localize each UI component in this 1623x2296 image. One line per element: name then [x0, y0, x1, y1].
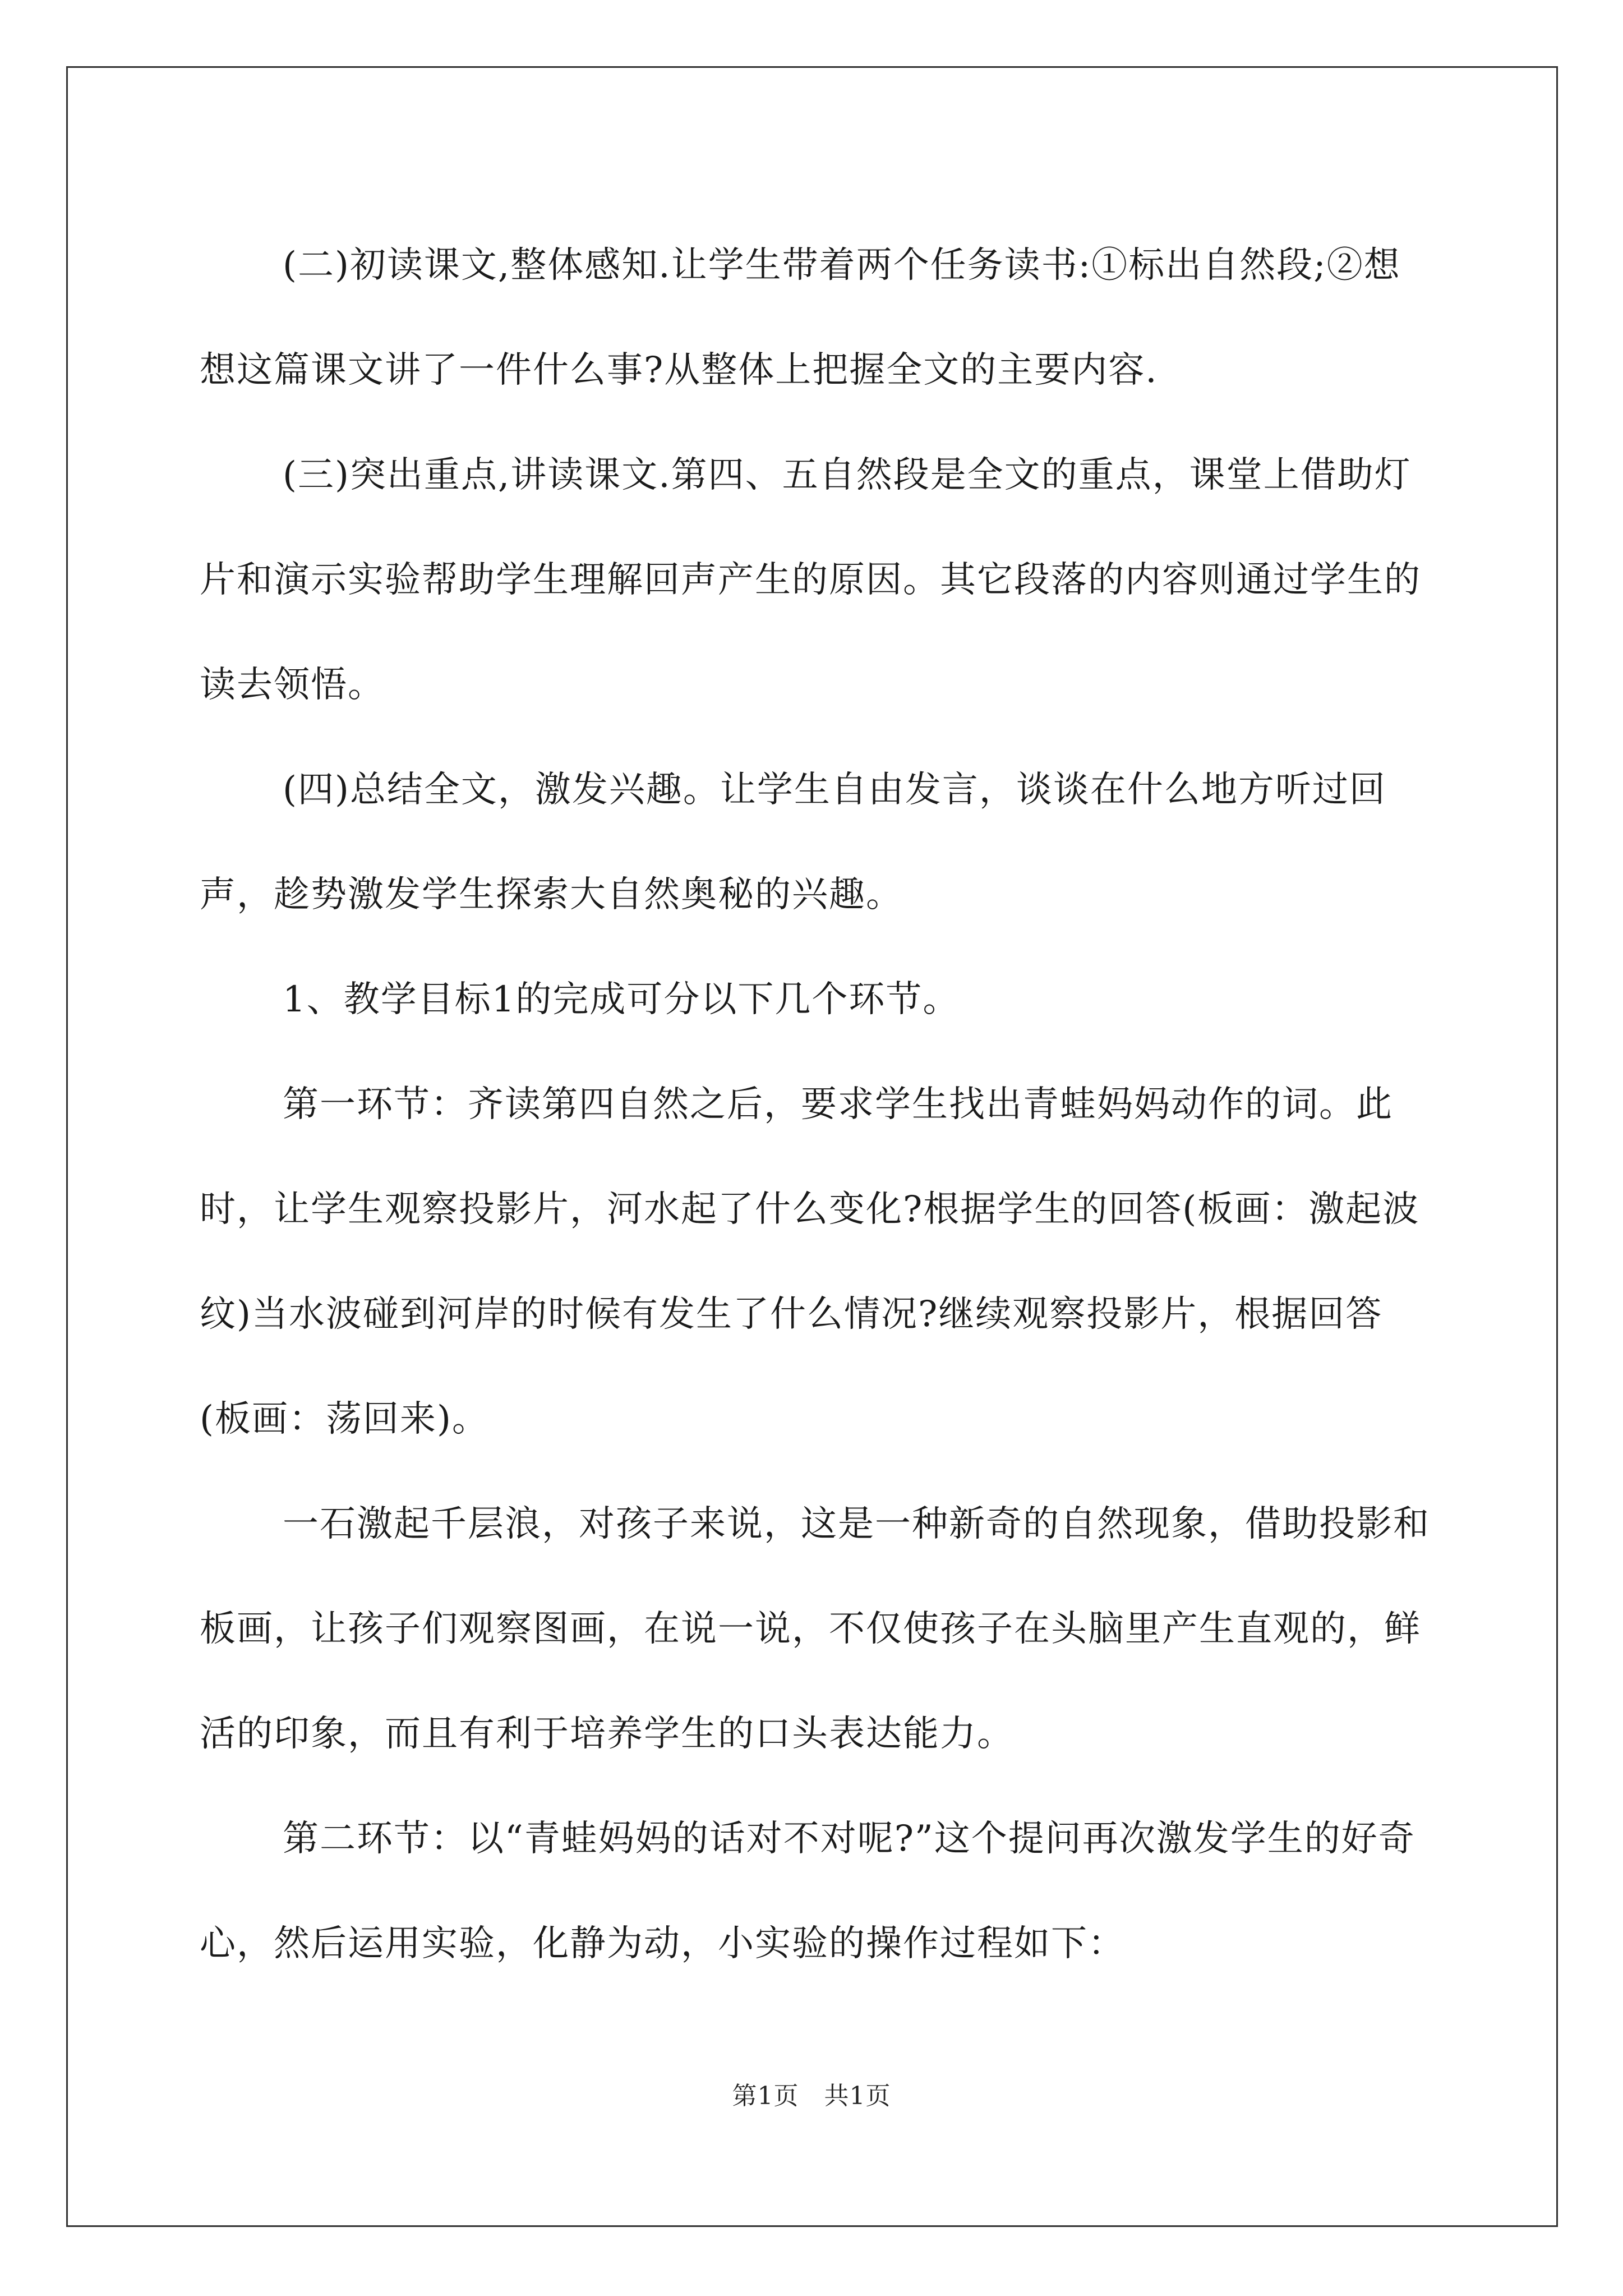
paragraph-step-1: 第一环节：齐读第四自然之后，要求学生找出青蛙妈妈动作的词。此时，让学生观察投影片，河水起了什么变化?根据学生的回答(板画：激起波纹)当水波碰到河岸的时候有发生了什么情况?继续观察投影片，根据回答(板画：荡回来)。	[200, 1084, 1420, 1440]
paragraph-reading-overview: (二)初读课文,整体感知.让学生带着两个任务读书:①标出自然段;②想想这篇课文讲了一件什么事?从整体上把握全文的主要内容.	[200, 245, 1401, 391]
page-number-footer: 第1页 共1页	[732, 2082, 891, 2110]
document-body	[200, 213, 1433, 1996]
paragraph-summary: (四)总结全文，激发兴趣。让学生自由发言，谈谈在什么地方听过回声，趁势激发学生探索大自然奥秘的兴趣。	[200, 769, 1386, 915]
paragraph-step-2: 第二环节：以“青蛙妈妈的话对不对呢?”这个提问再次激发学生的好奇心，然后运用实验，化静为动，小实验的操作过程如下：	[200, 1818, 1415, 1964]
paragraph-objective-1: 1、教学目标1的完成可分以下几个环节。	[283, 979, 960, 1020]
paragraph-key-points: (三)突出重点,讲读课文.第四、五自然段是全文的重点，课堂上借助灯片和演示实验帮助学生理解回声产生的原因。其它段落的内容则通过学生的读去领悟。	[200, 454, 1421, 706]
paragraph-step-1-commentary: 一石激起千层浪，对孩子来说，这是一种新奇的自然现象，借助投影和板画，让孩子们观察图画，在说一说，不仅使孩子在头脑里产生直观的，鲜活的印象，而且有利于培养学生的口头表达能力。	[200, 1503, 1430, 1755]
